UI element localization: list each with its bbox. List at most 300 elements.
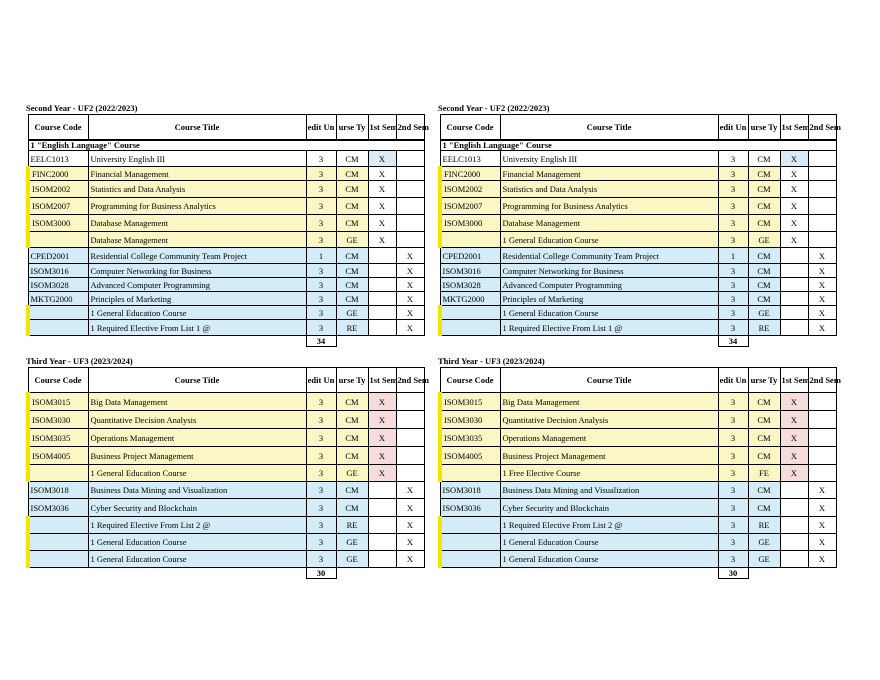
course-credit: 3 — [718, 264, 748, 278]
course-code: ISOM2002 — [440, 181, 500, 198]
course-code — [28, 465, 88, 482]
course-type: CM — [336, 278, 368, 292]
course-title: Operations Management — [500, 429, 718, 447]
table-row — [440, 411, 836, 429]
course-title: Database Management — [88, 232, 306, 248]
course-credit: 3 — [306, 167, 336, 181]
sem1-mark: X — [368, 181, 396, 198]
course-title: Database Management — [500, 215, 718, 232]
course-title: 1 General Education Course — [88, 465, 306, 482]
sem2-mark — [808, 447, 836, 465]
course-credit: 3 — [718, 447, 748, 465]
course-code — [440, 534, 500, 551]
sem1-mark — [368, 534, 396, 551]
table-header-row — [440, 115, 836, 141]
col-header-sem1: 1st Sem — [368, 368, 396, 393]
sem1-mark — [780, 534, 808, 551]
col-header-credit: edit Un — [306, 115, 336, 141]
course-type: CM — [336, 499, 368, 517]
course-code: ISOM3028 — [440, 278, 500, 292]
table-row — [440, 482, 836, 499]
course-title: 1 Required Elective From List 1 @ — [88, 320, 306, 336]
total-row — [440, 568, 836, 579]
col-header-credit: edit Un — [718, 115, 748, 141]
total-spacer — [28, 568, 306, 579]
course-type: CM — [336, 215, 368, 232]
sem2-mark: X — [396, 264, 424, 278]
course-type: GE — [336, 551, 368, 568]
sem1-mark — [780, 264, 808, 278]
sem1-mark — [780, 248, 808, 264]
sem1-mark — [368, 320, 396, 336]
sem1-mark: X — [368, 232, 396, 248]
course-credit: 3 — [718, 215, 748, 232]
col-header-code: Course Code — [28, 115, 88, 141]
course-table — [438, 114, 841, 347]
course-title: Business Project Management — [500, 447, 718, 465]
course-code: FINC2000 — [440, 167, 500, 181]
sem2-mark: X — [396, 306, 424, 320]
course-credit: 3 — [306, 181, 336, 198]
total-row — [440, 336, 836, 347]
sem2-mark: X — [808, 306, 836, 320]
course-code: CPED2001 — [440, 248, 500, 264]
table-row — [440, 534, 836, 551]
course-title: Computer Networking for Business — [500, 264, 718, 278]
section-heading: Third Year - UF3 (2023/2024) — [26, 356, 133, 366]
total-spacer — [748, 336, 836, 347]
sem2-mark — [808, 198, 836, 215]
sem1-mark: X — [780, 167, 808, 181]
course-credit: 3 — [718, 181, 748, 198]
sem2-mark — [808, 167, 836, 181]
course-code: ISOM3000 — [440, 215, 500, 232]
course-credit: 3 — [306, 198, 336, 215]
total-spacer — [440, 568, 718, 579]
course-type: CM — [748, 278, 780, 292]
course-code: FINC2000 — [28, 167, 88, 181]
col-header-sem2: 2nd Sem — [808, 368, 836, 393]
course-title: 1 General Education Course — [500, 232, 718, 248]
course-title: Financial Management — [500, 167, 718, 181]
table-row — [440, 306, 836, 320]
course-code: ISOM3000 — [28, 215, 88, 232]
course-type: CM — [748, 447, 780, 465]
table-row — [440, 198, 836, 215]
table-row — [440, 393, 836, 411]
table-row — [28, 264, 424, 278]
course-type: CM — [748, 181, 780, 198]
course-code: ISOM3016 — [440, 264, 500, 278]
table-row — [440, 232, 836, 248]
course-credit: 3 — [718, 551, 748, 568]
course-credit: 3 — [718, 306, 748, 320]
course-code: ISOM3030 — [440, 411, 500, 429]
course-type: GE — [748, 534, 780, 551]
course-title: Statistics and Data Analysis — [500, 181, 718, 198]
course-type: GE — [748, 306, 780, 320]
sem1-mark — [780, 482, 808, 499]
section-heading: Third Year - UF3 (2023/2024) — [438, 356, 545, 366]
course-code: ISOM3036 — [440, 499, 500, 517]
col-header-sem2: 2nd Sem — [396, 368, 424, 393]
course-credit: 3 — [718, 151, 748, 167]
course-credit: 3 — [306, 306, 336, 320]
course-code: ISOM2007 — [440, 198, 500, 215]
sem2-mark: X — [808, 248, 836, 264]
course-code — [440, 320, 500, 336]
course-type: CM — [336, 264, 368, 278]
course-code: MKTG2000 — [28, 292, 88, 306]
sem1-mark: X — [368, 411, 396, 429]
sem2-mark — [396, 447, 424, 465]
sem2-mark — [396, 151, 424, 167]
sem1-mark: X — [368, 198, 396, 215]
section-second-year-left — [26, 103, 429, 347]
course-code — [28, 551, 88, 568]
table-row — [28, 306, 424, 320]
sem1-mark — [780, 320, 808, 336]
total-credits: 34 — [718, 336, 748, 347]
course-title: University English III — [88, 151, 306, 167]
col-header-type: urse Ty — [336, 115, 368, 141]
sem1-mark — [780, 292, 808, 306]
sem2-mark: X — [396, 551, 424, 568]
course-code — [440, 465, 500, 482]
total-spacer — [336, 568, 424, 579]
total-row — [28, 568, 424, 579]
course-credit: 3 — [306, 551, 336, 568]
course-title: Advanced Computer Programming — [500, 278, 718, 292]
course-credit: 3 — [718, 517, 748, 534]
sem1-mark: X — [780, 393, 808, 411]
course-credit: 3 — [306, 393, 336, 411]
col-header-sem1: 1st Sem — [780, 368, 808, 393]
sem2-mark — [808, 429, 836, 447]
total-spacer — [440, 336, 718, 347]
course-credit: 3 — [306, 534, 336, 551]
col-header-title: Course Title — [500, 368, 718, 393]
col-header-type: urse Ty — [336, 368, 368, 393]
course-type: CM — [748, 151, 780, 167]
section-third-year-right — [438, 356, 841, 579]
table-row — [440, 215, 836, 232]
col-header-title: Course Title — [500, 115, 718, 141]
group-label: 1 "English Language" Course — [440, 140, 836, 151]
total-spacer — [336, 336, 424, 347]
course-type: CM — [336, 429, 368, 447]
course-type: CM — [748, 482, 780, 499]
sem1-mark — [780, 517, 808, 534]
course-type: CM — [336, 393, 368, 411]
course-title: Computer Networking for Business — [88, 264, 306, 278]
course-type: CM — [748, 264, 780, 278]
col-header-type: urse Ty — [748, 368, 780, 393]
course-code — [28, 320, 88, 336]
sem2-mark: X — [808, 278, 836, 292]
sem1-mark — [368, 482, 396, 499]
sem2-mark: X — [808, 264, 836, 278]
course-credit: 3 — [306, 447, 336, 465]
course-type: CM — [748, 198, 780, 215]
course-title: Big Data Management — [500, 393, 718, 411]
table-row — [440, 151, 836, 167]
table-row — [440, 465, 836, 482]
course-code: ISOM3035 — [28, 429, 88, 447]
course-credit: 1 — [306, 248, 336, 264]
sem1-mark: X — [368, 215, 396, 232]
sem1-mark: X — [368, 447, 396, 465]
col-header-sem2: 2nd Sem — [396, 115, 424, 141]
sem1-mark: X — [780, 198, 808, 215]
total-credits: 30 — [718, 568, 748, 579]
course-title: Financial Management — [88, 167, 306, 181]
course-code: ISOM2007 — [28, 198, 88, 215]
course-credit: 3 — [306, 429, 336, 447]
sem1-mark — [780, 278, 808, 292]
total-spacer — [748, 568, 836, 579]
sem1-mark — [780, 306, 808, 320]
course-code: ISOM4005 — [440, 447, 500, 465]
sem2-mark — [808, 411, 836, 429]
table-row — [28, 278, 424, 292]
course-title: Cyber Security and Blockchain — [88, 499, 306, 517]
sem1-mark: X — [780, 181, 808, 198]
course-code: EELC1013 — [440, 151, 500, 167]
course-code: ISOM3018 — [28, 482, 88, 499]
course-table — [26, 367, 429, 579]
sem1-mark: X — [780, 151, 808, 167]
course-title: 1 General Education Course — [88, 534, 306, 551]
course-type: CM — [748, 499, 780, 517]
course-code — [28, 306, 88, 320]
table-row — [440, 499, 836, 517]
sem2-mark: X — [396, 320, 424, 336]
course-credit: 3 — [306, 517, 336, 534]
table-row — [28, 429, 424, 447]
sem1-mark: X — [368, 167, 396, 181]
course-code: ISOM3036 — [28, 499, 88, 517]
course-title: Programming for Business Analytics — [500, 198, 718, 215]
table-row — [28, 232, 424, 248]
course-type: CM — [336, 198, 368, 215]
course-title: Advanced Computer Programming — [88, 278, 306, 292]
table-row — [28, 517, 424, 534]
course-credit: 3 — [718, 167, 748, 181]
sem2-mark: X — [396, 534, 424, 551]
course-credit: 3 — [306, 264, 336, 278]
total-credits: 30 — [306, 568, 336, 579]
course-title: Quantitative Decision Analysis — [88, 411, 306, 429]
table-row — [28, 198, 424, 215]
col-header-sem1: 1st Sem — [368, 115, 396, 141]
sem1-mark — [368, 306, 396, 320]
course-type: RE — [336, 320, 368, 336]
course-title: 1 General Education Course — [88, 551, 306, 568]
course-title: 1 General Education Course — [500, 551, 718, 568]
course-credit: 3 — [718, 320, 748, 336]
course-credit: 3 — [306, 465, 336, 482]
sem2-mark: X — [396, 278, 424, 292]
course-title: Cyber Security and Blockchain — [500, 499, 718, 517]
sem1-mark: X — [780, 465, 808, 482]
course-title: 1 General Education Course — [500, 534, 718, 551]
course-code: ISOM3030 — [28, 411, 88, 429]
col-header-code: Course Code — [28, 368, 88, 393]
course-title: Principles of Marketing — [88, 292, 306, 306]
table-row — [440, 517, 836, 534]
sem2-mark — [808, 151, 836, 167]
col-header-code: Course Code — [440, 115, 500, 141]
course-type: CM — [336, 411, 368, 429]
table-row — [440, 447, 836, 465]
course-type: GE — [336, 232, 368, 248]
course-type: RE — [748, 320, 780, 336]
course-type: CM — [336, 482, 368, 499]
course-code: ISOM3028 — [28, 278, 88, 292]
sem2-mark — [396, 429, 424, 447]
course-code — [28, 517, 88, 534]
sem1-mark: X — [780, 232, 808, 248]
total-credits: 34 — [306, 336, 336, 347]
col-header-sem2: 2nd Sem — [808, 115, 836, 141]
section-second-year-right — [438, 103, 841, 347]
course-credit: 3 — [306, 292, 336, 306]
sem2-mark — [396, 465, 424, 482]
course-credit: 3 — [718, 278, 748, 292]
table-row — [28, 482, 424, 499]
sem2-mark — [396, 167, 424, 181]
course-code: ISOM3016 — [28, 264, 88, 278]
section-heading: Second Year - UF2 (2022/2023) — [26, 103, 138, 113]
course-type: RE — [748, 517, 780, 534]
sem1-mark: X — [368, 429, 396, 447]
group-label-row — [440, 140, 836, 151]
course-type: GE — [336, 306, 368, 320]
course-title: 1 Required Elective From List 2 @ — [88, 517, 306, 534]
sem2-mark — [396, 232, 424, 248]
table-row — [28, 551, 424, 568]
course-credit: 3 — [718, 292, 748, 306]
course-credit: 3 — [718, 499, 748, 517]
course-table — [26, 114, 429, 347]
course-type: CM — [748, 393, 780, 411]
col-header-credit: edit Un — [718, 368, 748, 393]
course-title: Principles of Marketing — [500, 292, 718, 306]
course-title: 1 Required Elective From List 2 @ — [500, 517, 718, 534]
table-row — [28, 411, 424, 429]
course-type: FE — [748, 465, 780, 482]
table-header-row — [28, 368, 424, 393]
sem1-mark: X — [780, 411, 808, 429]
sem2-mark: X — [808, 551, 836, 568]
course-credit: 3 — [718, 411, 748, 429]
sem2-mark — [396, 181, 424, 198]
col-header-credit: edit Un — [306, 368, 336, 393]
course-title: 1 Free Elective Course — [500, 465, 718, 482]
course-credit: 3 — [306, 232, 336, 248]
course-type: CM — [748, 215, 780, 232]
course-type: CM — [336, 292, 368, 306]
course-code — [440, 232, 500, 248]
section-third-year-left — [26, 356, 429, 579]
sem2-mark: X — [396, 248, 424, 264]
sem2-mark — [396, 215, 424, 232]
table-header-row — [28, 115, 424, 141]
sem2-mark: X — [396, 292, 424, 306]
col-header-title: Course Title — [88, 115, 306, 141]
course-title: Residential College Community Team Project — [88, 248, 306, 264]
course-title: Statistics and Data Analysis — [88, 181, 306, 198]
sem1-mark — [780, 499, 808, 517]
sem2-mark — [396, 198, 424, 215]
course-type: CM — [748, 411, 780, 429]
course-code: EELC1013 — [28, 151, 88, 167]
sem2-mark — [808, 393, 836, 411]
sem2-mark — [808, 181, 836, 198]
table-row — [28, 499, 424, 517]
course-credit: 3 — [306, 499, 336, 517]
course-type: GE — [748, 551, 780, 568]
course-code — [28, 534, 88, 551]
sem1-mark — [368, 292, 396, 306]
sem1-mark — [368, 551, 396, 568]
table-row — [28, 534, 424, 551]
course-credit: 3 — [306, 320, 336, 336]
course-title: Database Management — [88, 215, 306, 232]
course-credit: 3 — [718, 429, 748, 447]
table-row — [440, 429, 836, 447]
sem1-mark — [368, 517, 396, 534]
table-row — [28, 393, 424, 411]
course-code: ISOM3015 — [28, 393, 88, 411]
sem2-mark: X — [808, 292, 836, 306]
course-credit: 3 — [718, 465, 748, 482]
table-header-row — [440, 368, 836, 393]
table-row — [28, 215, 424, 232]
sem2-mark — [808, 465, 836, 482]
col-header-code: Course Code — [440, 368, 500, 393]
table-row — [440, 292, 836, 306]
sem1-mark: X — [780, 447, 808, 465]
course-title: Business Data Mining and Visualization — [88, 482, 306, 499]
group-label-row — [28, 140, 424, 151]
table-row — [440, 167, 836, 181]
course-type: CM — [336, 167, 368, 181]
group-label: 1 "English Language" Course — [28, 140, 424, 151]
sem1-mark: X — [368, 393, 396, 411]
course-credit: 3 — [306, 215, 336, 232]
course-type: CM — [336, 248, 368, 264]
course-credit: 3 — [718, 393, 748, 411]
course-credit: 3 — [718, 198, 748, 215]
course-code — [440, 551, 500, 568]
course-type: GE — [336, 465, 368, 482]
course-title: 1 General Education Course — [500, 306, 718, 320]
course-code: ISOM2002 — [28, 181, 88, 198]
course-credit: 3 — [718, 482, 748, 499]
table-row — [440, 181, 836, 198]
course-type: CM — [748, 292, 780, 306]
sem1-mark: X — [368, 151, 396, 167]
table-row — [28, 465, 424, 482]
table-row — [28, 248, 424, 264]
sem2-mark: X — [808, 517, 836, 534]
course-title: Business Project Management — [88, 447, 306, 465]
course-title: Big Data Management — [88, 393, 306, 411]
course-type: CM — [748, 167, 780, 181]
total-row — [28, 336, 424, 347]
